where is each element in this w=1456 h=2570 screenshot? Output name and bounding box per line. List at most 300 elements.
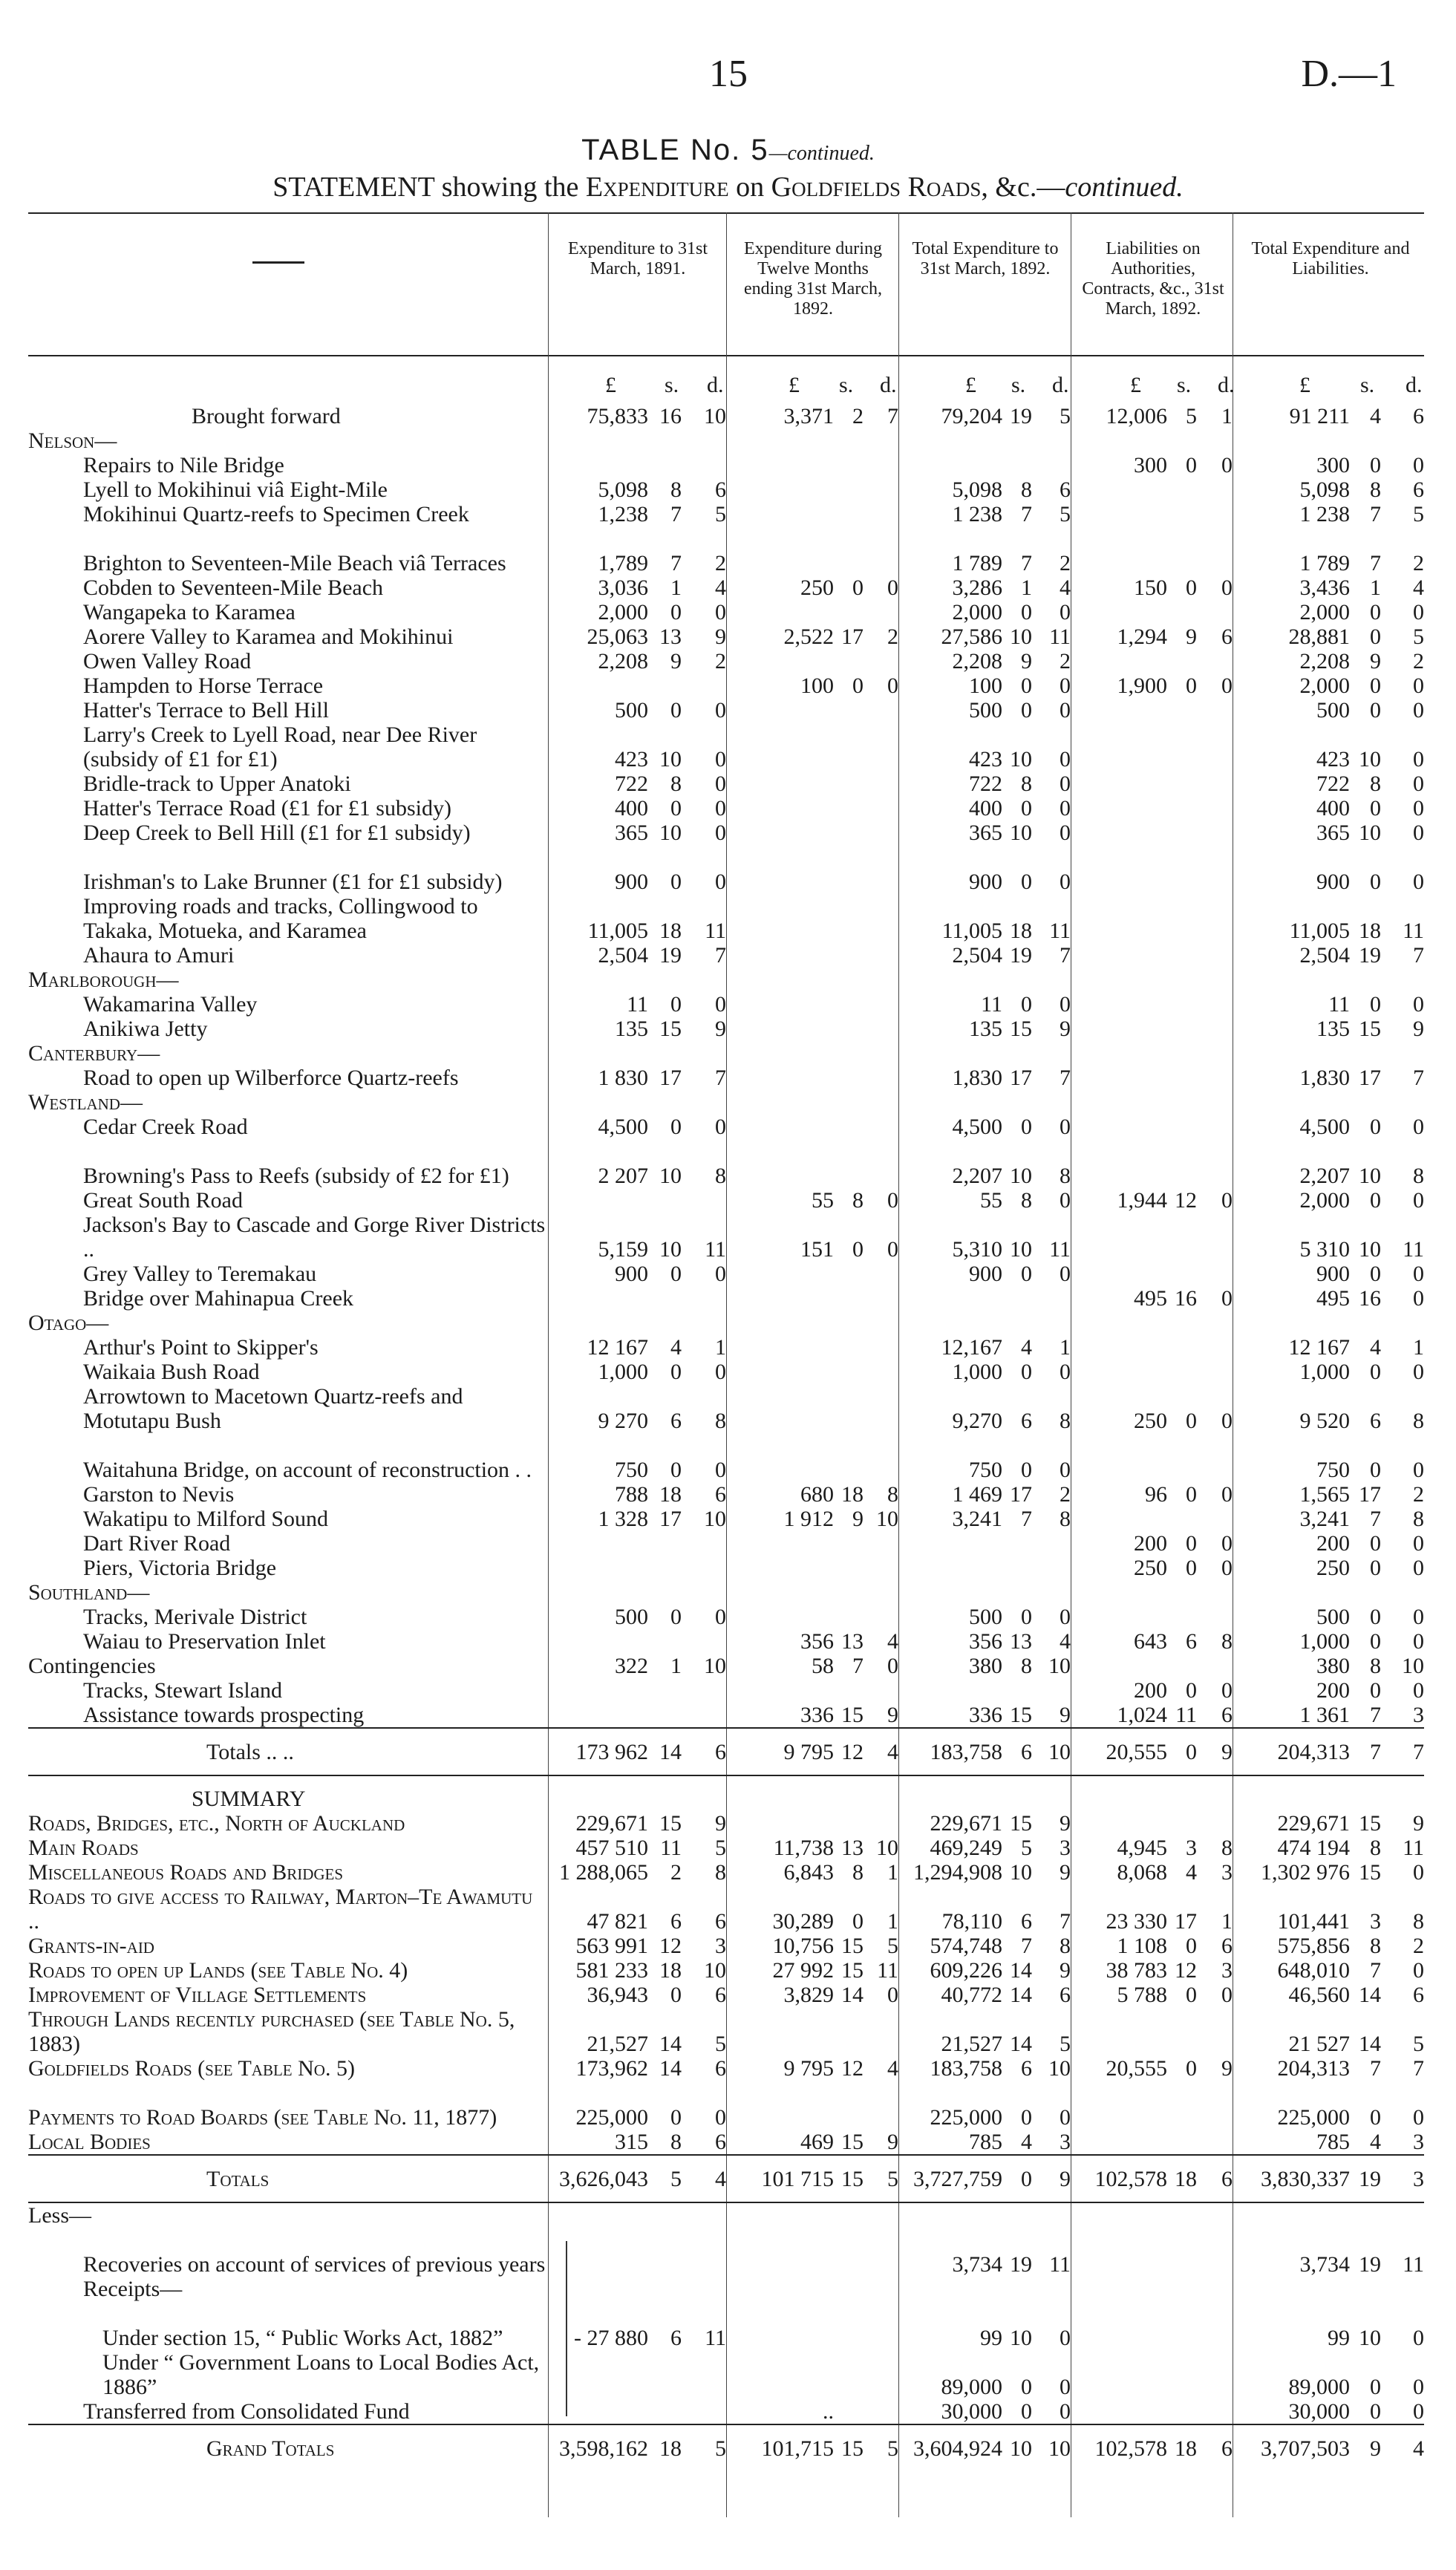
amount-cell: 0 xyxy=(1413,1262,1424,1286)
amount-cell: 1 789 xyxy=(1299,551,1350,575)
amount-cell: 15 xyxy=(1359,1017,1381,1041)
amount-cell: 46,560 xyxy=(1288,1983,1350,2007)
amount-cell: 4 xyxy=(1370,1335,1381,1360)
section-heading xyxy=(28,1041,1424,1066)
row-label-text: Aorere Valley to Karamea and Mokihinui xyxy=(83,624,454,649)
amount-cell: 18 xyxy=(659,919,682,943)
amount-cell xyxy=(1167,2399,1197,2424)
amount-cell xyxy=(726,1311,834,1335)
amount-cell xyxy=(834,894,864,943)
amount-cell xyxy=(1071,2228,1167,2277)
amount-cell xyxy=(648,1041,682,1066)
amount-cell: 7 xyxy=(1381,1728,1424,1775)
amount-cell: 30,000 xyxy=(1288,2399,1350,2424)
amount-cell: 250 xyxy=(800,575,834,600)
amount-cell: 10 xyxy=(1010,1860,1032,1885)
amount-cell: 5,098 xyxy=(1299,477,1350,502)
amount-cell xyxy=(648,1188,682,1213)
amount-cell: 1 xyxy=(1413,1335,1424,1360)
amount-cell xyxy=(1002,1787,1032,1811)
amount-cell xyxy=(1197,796,1233,821)
amount-cell: 9 xyxy=(670,649,682,674)
amount-cell: 469,249 xyxy=(930,1836,1002,1860)
row-label-text: Repairs to Nile Bridge xyxy=(83,453,284,477)
amount-cell xyxy=(864,968,898,992)
amount-cell: 18 xyxy=(1167,2155,1197,2202)
amount-cell: 10 xyxy=(876,1836,898,1860)
amount-cell xyxy=(1002,1580,1032,1605)
row-label xyxy=(28,1213,548,1262)
amount-cell xyxy=(1167,821,1197,845)
amount-cell: 8 xyxy=(670,2130,682,2154)
amount-cell xyxy=(648,674,682,698)
amount-cell xyxy=(834,1066,864,1090)
amount-cell xyxy=(1032,2277,1071,2301)
amount-cell xyxy=(1071,1507,1167,1531)
amount-cell xyxy=(548,1703,648,1728)
amount-cell: 11 xyxy=(705,919,726,943)
amount-cell xyxy=(1071,600,1167,624)
amount-cell xyxy=(898,1787,1002,1811)
amount-cell: 11 xyxy=(1328,992,1350,1017)
amount-cell: 12 167 xyxy=(1288,1335,1350,1360)
row-label-text: Irishman's to Lake Brunner (£1 for £1 subsidy) xyxy=(83,870,503,894)
section-heading xyxy=(28,428,1424,453)
table-row xyxy=(28,526,1424,575)
amount-cell: 19 xyxy=(1010,2252,1032,2277)
amount-cell: 4 xyxy=(682,2155,726,2202)
amount-cell: 5 xyxy=(864,2424,898,2471)
amount-cell xyxy=(648,2350,682,2399)
amount-cell: 10 xyxy=(1010,1237,1032,1262)
amount-cell xyxy=(1071,1360,1167,1384)
amount-cell xyxy=(1167,2228,1197,2277)
row-label-text: Goldfields Roads (see Table No. 5) xyxy=(28,2056,355,2081)
amount-cell: 0 xyxy=(1221,1188,1233,1213)
amount-cell: 1,000 xyxy=(952,1360,1002,1384)
amount-cell: 2 xyxy=(887,624,898,649)
unit-shilling: s. xyxy=(839,373,854,397)
unit-pence: d. xyxy=(880,373,897,397)
amount-cell: 9 xyxy=(887,2130,898,2154)
amount-cell: 0 xyxy=(1370,674,1381,698)
amount-cell: 250 xyxy=(1134,1556,1167,1580)
amount-cell: 0 xyxy=(1186,1556,1197,1580)
amount-cell: 6 xyxy=(1197,2424,1233,2471)
amount-cell: 0 xyxy=(1060,1262,1071,1286)
amount-cell: 0 xyxy=(1413,1531,1424,1556)
amount-cell: 4 xyxy=(1021,2130,1032,2154)
amount-cell: 8 xyxy=(670,772,682,796)
amount-cell: 6 xyxy=(670,1409,682,1433)
row-label xyxy=(28,1335,548,1360)
amount-cell: 5 xyxy=(1413,624,1424,649)
amount-cell xyxy=(548,1531,648,1556)
amount-cell: 0 xyxy=(1370,1360,1381,1384)
amount-cell: 380 xyxy=(969,1654,1002,1678)
amount-cell xyxy=(1197,1041,1233,1066)
amount-cell: 5 xyxy=(864,2155,898,2202)
amount-cell: 4 xyxy=(1370,404,1381,428)
row-label xyxy=(28,992,548,1017)
amount-cell: 5 xyxy=(1186,404,1197,428)
summary-heading xyxy=(28,1787,1424,1811)
column-header-total-exp-liab: Total Expenditure and Liabilities. xyxy=(1251,239,1410,278)
amount-cell: 336 xyxy=(969,1703,1002,1727)
row-label xyxy=(28,2130,548,2155)
amount-cell xyxy=(864,2202,898,2228)
summary-row xyxy=(28,1836,1424,1860)
amount-cell xyxy=(1032,1678,1071,1703)
row-label xyxy=(28,1311,548,1335)
amount-cell xyxy=(1197,1017,1233,1041)
amount-cell xyxy=(1197,1775,1233,1787)
row-label-text: Waiau to Preservation Inlet xyxy=(83,1629,326,1654)
amount-cell: 8 xyxy=(852,1860,864,1885)
table-row xyxy=(28,894,1424,943)
table-row xyxy=(28,600,1424,624)
amount-cell: 5 xyxy=(1413,502,1424,526)
amount-cell xyxy=(898,428,1002,453)
amount-cell xyxy=(726,821,834,845)
amount-cell: 0 xyxy=(1021,1262,1032,1286)
amount-cell xyxy=(1071,1262,1167,1286)
amount-cell: 8 xyxy=(1370,477,1381,502)
amount-cell xyxy=(864,2350,898,2399)
amount-cell: 609,226 xyxy=(930,1958,1002,1983)
amount-cell xyxy=(1032,1775,1071,1787)
row-label xyxy=(28,1958,548,1983)
row-label-text: Road to open up Wilberforce Quartz-reefs xyxy=(83,1066,459,1090)
amount-cell: 0 xyxy=(715,698,726,723)
amount-cell: 0 xyxy=(715,1360,726,1384)
amount-cell xyxy=(682,674,726,698)
amount-cell: 10,756 xyxy=(772,1934,834,1958)
unit-pound: £ xyxy=(965,373,976,397)
row-label-text: Grand Totals xyxy=(206,2436,335,2461)
amount-cell: 225,000 xyxy=(930,2105,1002,2130)
amount-cell: 581 233 xyxy=(575,1958,648,1983)
amount-cell: 4,945 xyxy=(1117,1836,1167,1860)
amount-cell: 5 xyxy=(1060,2032,1071,2056)
amount-cell: 6 xyxy=(1021,1909,1032,1934)
amount-cell xyxy=(1167,796,1197,821)
amount-cell: 135 xyxy=(969,1017,1002,1041)
amount-cell: 3 xyxy=(1221,1860,1233,1885)
amount-cell: 20,555 xyxy=(1106,2056,1167,2081)
amount-cell: 0 xyxy=(1221,674,1233,698)
amount-cell xyxy=(726,1787,834,1811)
amount-cell xyxy=(726,649,834,674)
amount-cell: 4 xyxy=(1060,1629,1071,1654)
amount-cell: 0 xyxy=(1186,1678,1197,1703)
amount-cell xyxy=(834,428,864,453)
amount-cell xyxy=(1071,1139,1167,1188)
receipts-brace xyxy=(549,2241,567,2416)
amount-cell xyxy=(1032,1311,1071,1335)
row-label xyxy=(28,821,548,845)
row-label-text: Roads to open up Lands (see Table No. 4) xyxy=(28,1958,408,1983)
amount-cell: 1 xyxy=(887,1909,898,1934)
amount-cell xyxy=(726,502,834,526)
amount-cell: 1 xyxy=(1021,575,1032,600)
amount-cell: 322 xyxy=(615,1654,648,1678)
row-label xyxy=(28,2155,548,2202)
amount-cell: 173,962 xyxy=(575,2056,648,2081)
amount-cell: 3 xyxy=(1186,1836,1197,1860)
amount-cell xyxy=(726,845,834,894)
amount-cell: 500 xyxy=(969,698,1002,723)
row-label-text: Main Roads xyxy=(28,1836,139,1860)
amount-cell: 900 xyxy=(1316,1262,1350,1286)
amount-cell xyxy=(834,2350,864,2399)
amount-cell: 0 xyxy=(1413,1958,1424,1983)
amount-cell xyxy=(726,1433,834,1482)
amount-cell: 400 xyxy=(1316,796,1350,821)
subtitle-part: STATEMENT showing the xyxy=(272,172,586,203)
amount-cell: 0 xyxy=(1413,698,1424,723)
amount-cell: 9 xyxy=(1370,649,1381,674)
table-title-suffix: —continued. xyxy=(768,142,875,165)
amount-cell: 0 xyxy=(1060,821,1071,845)
amount-cell: 1,238 xyxy=(598,502,648,526)
amount-cell: - 27 880 xyxy=(574,2326,648,2350)
row-label-text: SUMMARY xyxy=(192,1787,306,1811)
amount-cell xyxy=(1167,1017,1197,1041)
amount-cell: 6 xyxy=(1021,1409,1032,1433)
row-label-text: Under section 15, “ Public Works Act, 1882” xyxy=(102,2326,503,2350)
amount-cell: 10 xyxy=(1048,2056,1071,2081)
amount-cell: 0 xyxy=(887,674,898,698)
amount-cell: 6 xyxy=(1021,2056,1032,2081)
amount-cell: 6 xyxy=(715,2130,726,2154)
amount-cell: 0 xyxy=(1370,698,1381,723)
amount-cell xyxy=(1032,1580,1071,1605)
table-row xyxy=(28,1213,1424,1262)
amount-cell: 5 xyxy=(1060,404,1071,428)
amount-cell: 0 xyxy=(887,1983,898,2007)
row-label-text: Jackson's Bay to Cascade and Gorge River Districts .. xyxy=(83,1213,546,1262)
amount-cell xyxy=(648,1580,682,1605)
amount-cell: 0 xyxy=(1186,1409,1197,1433)
amount-cell: 0 xyxy=(1370,600,1381,624)
less-row xyxy=(28,2301,1424,2350)
amount-cell: 0 xyxy=(1186,674,1197,698)
subtitle-part: , &c.— xyxy=(981,172,1065,203)
amount-cell: 0 xyxy=(1021,600,1032,624)
amount-cell xyxy=(1071,1311,1167,1335)
row-label-text: Cedar Creek Road xyxy=(83,1115,248,1139)
amount-cell: 8 xyxy=(1370,1836,1381,1860)
row-label-text: Hatter's Terrace to Bell Hill xyxy=(83,698,329,723)
amount-cell xyxy=(1197,1311,1233,1335)
amount-cell: 40,772 xyxy=(941,1983,1002,2007)
amount-cell: 1 108 xyxy=(1117,1934,1167,1958)
amount-cell: 0 xyxy=(1413,453,1424,477)
amount-cell: 100 xyxy=(969,674,1002,698)
amount-cell: 6 xyxy=(670,2326,682,2350)
amount-cell xyxy=(1233,968,1350,992)
amount-cell: 11 xyxy=(705,1237,726,1262)
amount-cell xyxy=(682,1041,726,1066)
row-label-text: Waitahuna Bridge, on account of reconstruction . . xyxy=(83,1458,532,1482)
amount-cell: 0 xyxy=(715,796,726,821)
amount-cell: 0 xyxy=(1413,1360,1424,1384)
table-title xyxy=(0,132,1456,167)
row-label xyxy=(28,477,548,502)
amount-cell xyxy=(682,968,726,992)
amount-cell xyxy=(1167,1787,1197,1811)
amount-cell: 2,208 xyxy=(598,649,648,674)
row-label-text: Assistance towards prospecting xyxy=(83,1703,365,1727)
table-row xyxy=(28,1335,1424,1360)
amount-cell: 7 xyxy=(1060,1066,1071,1090)
amount-cell xyxy=(548,2202,648,2228)
amount-cell xyxy=(1071,821,1167,845)
amount-cell xyxy=(1071,796,1167,821)
amount-cell: 563 991 xyxy=(575,1934,648,1958)
amount-cell xyxy=(834,1090,864,1115)
amount-cell xyxy=(1071,2277,1167,2301)
amount-cell: 0 xyxy=(1002,2155,1032,2202)
amount-cell xyxy=(726,1090,834,1115)
amount-cell: 9 795 xyxy=(783,2056,834,2081)
amount-cell: 8 xyxy=(1021,772,1032,796)
amount-cell: 9 xyxy=(715,1811,726,1836)
amount-cell xyxy=(726,1580,834,1605)
amount-cell: 13 xyxy=(841,1629,864,1654)
amount-cell: 0 xyxy=(1413,2399,1424,2424)
amount-cell: 102,578 xyxy=(1071,2424,1167,2471)
amount-cell: 2,208 xyxy=(1299,649,1350,674)
row-label xyxy=(28,1703,548,1728)
table-title-main: TABLE No. 5 xyxy=(581,134,769,166)
amount-cell: 1 328 xyxy=(598,1507,648,1531)
amount-cell xyxy=(864,526,898,575)
amount-cell: 1 xyxy=(670,1654,682,1678)
amount-cell: 18 xyxy=(659,1958,682,1983)
amount-cell: 11 xyxy=(1403,2252,1424,2277)
column-header-liabilities: Liabilities on Authorities, Contracts, &c., 31st March, 1892. xyxy=(1082,239,1224,319)
amount-cell: 10 xyxy=(1359,747,1381,772)
row-label xyxy=(28,2301,548,2350)
table-row xyxy=(28,1139,1424,1188)
amount-cell: 89,000 xyxy=(1288,2375,1350,2399)
amount-cell xyxy=(834,649,864,674)
amount-cell xyxy=(682,1703,726,1728)
row-label xyxy=(28,1041,548,1066)
row-label-text: Bridge over Mahinapua Creek xyxy=(83,1286,354,1311)
amount-cell xyxy=(1002,968,1032,992)
amount-cell xyxy=(648,1556,682,1580)
amount-cell xyxy=(864,796,898,821)
amount-cell: 722 xyxy=(1316,772,1350,796)
amount-cell xyxy=(1197,698,1233,723)
amount-cell: 423 xyxy=(1316,747,1350,772)
amount-cell: 9 xyxy=(1186,624,1197,649)
amount-cell xyxy=(864,2228,898,2277)
amount-cell xyxy=(1350,1580,1381,1605)
amount-cell xyxy=(726,1335,834,1360)
amount-cell xyxy=(1002,2202,1032,2228)
amount-cell: 8 xyxy=(1370,1654,1381,1678)
amount-cell xyxy=(834,1556,864,1580)
amount-cell xyxy=(648,1629,682,1654)
amount-cell xyxy=(1167,2007,1197,2056)
amount-cell: 3 xyxy=(1413,1703,1424,1727)
row-label-text: Dart River Road xyxy=(83,1531,231,1556)
amount-cell: 0 xyxy=(1021,674,1032,698)
unit-pence: d. xyxy=(1052,373,1069,397)
table-row xyxy=(28,1066,1424,1090)
amount-cell: 0 xyxy=(1413,796,1424,821)
amount-cell xyxy=(726,2301,834,2350)
amount-cell xyxy=(1071,1433,1167,1482)
amount-cell xyxy=(1167,1041,1197,1066)
amount-cell xyxy=(834,2277,864,2301)
amount-cell: 0 xyxy=(852,1237,864,1262)
amount-cell: 8 xyxy=(1060,1164,1071,1188)
amount-cell: 500 xyxy=(615,1605,648,1629)
amount-cell: 4 xyxy=(887,1629,898,1654)
amount-cell xyxy=(864,1811,898,1836)
amount-cell xyxy=(864,2081,898,2130)
amount-cell xyxy=(1167,1139,1197,1188)
page-number: 15 xyxy=(709,53,748,95)
amount-cell: 0 xyxy=(1221,575,1233,600)
amount-cell: 18 xyxy=(659,1482,682,1507)
amount-cell: 8 xyxy=(1370,1934,1381,1958)
amount-cell: 16 xyxy=(1359,1286,1381,1311)
amount-cell xyxy=(1197,943,1233,968)
amount-cell xyxy=(548,968,648,992)
amount-cell xyxy=(1071,1787,1167,1811)
amount-cell xyxy=(682,2277,726,2301)
amount-cell: 0 xyxy=(1021,1458,1032,1482)
amount-cell: 8 xyxy=(715,1164,726,1188)
row-label xyxy=(28,1836,548,1860)
amount-cell: 18 xyxy=(841,1482,864,1507)
amount-cell xyxy=(726,1605,834,1629)
amount-cell: 0 xyxy=(1221,1482,1233,1507)
amount-cell: 0 xyxy=(1413,1860,1424,1885)
amount-cell xyxy=(834,992,864,1017)
amount-cell xyxy=(726,477,834,502)
amount-cell xyxy=(864,1066,898,1090)
amount-cell xyxy=(726,943,834,968)
amount-cell xyxy=(834,2228,864,2277)
amount-cell xyxy=(548,674,648,698)
amount-cell xyxy=(548,1580,648,1605)
amount-cell: 19 xyxy=(1359,2252,1381,2277)
amount-cell: 0 xyxy=(1370,1678,1381,1703)
amount-cell: 9 xyxy=(1197,1728,1233,1775)
amount-cell: 14 xyxy=(648,1728,682,1775)
amount-cell xyxy=(1197,2350,1233,2399)
amount-cell xyxy=(682,2202,726,2228)
amount-cell xyxy=(834,821,864,845)
amount-cell: 6,843 xyxy=(783,1860,834,1885)
amount-cell xyxy=(1167,1213,1197,1262)
amount-cell: 0 xyxy=(670,2105,682,2130)
row-label-text: Hatter's Terrace Road (£1 for £1 subsidy) xyxy=(83,796,451,821)
amount-cell: 400 xyxy=(615,796,648,821)
amount-cell: 680 xyxy=(800,1482,834,1507)
amount-cell xyxy=(834,2007,864,2056)
amount-cell: 2 xyxy=(1060,1482,1071,1507)
amount-cell: 250 xyxy=(1316,1556,1350,1580)
amount-cell: 0 xyxy=(670,600,682,624)
